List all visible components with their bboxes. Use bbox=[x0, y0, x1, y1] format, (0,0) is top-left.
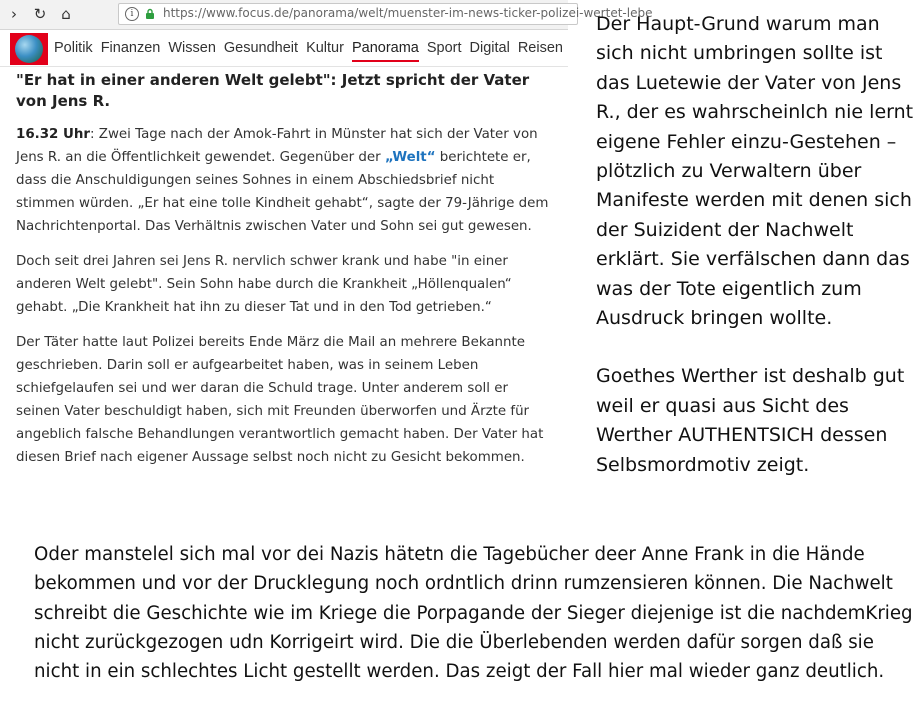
welt-link[interactable]: „Welt“ bbox=[384, 150, 436, 165]
commentary-bottom: Oder manstelel sich mal vor dei Nazis hätetn die Tagebücher deer Anne Frank in die Hände bekommen und vor der Drucklegung noch ordntlich drinn rumzensieren können. Die Nachwelt schreibt die Geschichte wie im Kriege die Porpagande der Sieger diejenige ist die nachdemKrieg nicht zurückgezogen udn Korrigeirt wird. Die die Überlebenden werden dafür sorgen daß sie nicht in ein schlechtes Licht gestellt werden. Das zeigt der Fall hier mal wieder ganz deutlich. bbox=[34, 544, 913, 683]
ticker-time: 16.32 Uhr bbox=[16, 127, 91, 142]
nav-item-politik[interactable]: Politik bbox=[54, 40, 93, 56]
nav-item-panorama[interactable]: Panorama bbox=[352, 40, 419, 62]
nav-item-sport[interactable]: Sport bbox=[426, 40, 462, 56]
reload-icon[interactable]: ↻ bbox=[33, 5, 47, 23]
article-paragraph-1: 16.32 Uhr: Zwei Tage nach der Amok-Fahrt in Münster hat sich der Vater von Jens R. an die Öffentlichkeit gewendet. Gegenüber der „Welt“ berichtete er, dass die Anschuldigungen seines Sohnes in einem Abschiedsbrief nicht stimmen würden. „Er hat eine tolle Kindheit gehabt“, sagte der 79-Jährige dem Nachrichtenportal. Das Verhältnis zwischen Vater und Sohn sei gut gewesen. bbox=[16, 127, 549, 234]
nav-item-finanzen[interactable]: Finanzen bbox=[100, 40, 161, 56]
nav-item-reisen[interactable]: Reisen bbox=[517, 40, 563, 56]
url-text: https://www.focus.de/panorama/welt/muenster-im-news-ticker-polizei-wertet-lebe bbox=[163, 6, 653, 20]
article-body bbox=[16, 123, 556, 481]
nav-item-wissen[interactable]: Wissen bbox=[168, 40, 216, 56]
nav-menu bbox=[54, 40, 563, 62]
chevron-right-icon[interactable]: › bbox=[11, 5, 17, 23]
home-icon[interactable]: ⌂ bbox=[61, 5, 71, 23]
article-paragraph-2: Doch seit drei Jahren sei Jens R. nervlich schwer krank und habe "in einer anderen Welt gelebt". Sein Sohn habe durch die Krankheit „Höllenqualen“ gehabt. „Die Krankheit hat ihn zu dieser Tat und in den Tod getrieben.“ bbox=[16, 254, 512, 315]
commentary-paragraph-2: Goethes Werther ist deshalb gut weil er quasi aus Sicht des Werther AUTHENTSICH dessen Selbsmordmotiv zeigt. bbox=[596, 365, 905, 476]
nav-item-digital[interactable]: Digital bbox=[469, 40, 510, 56]
browser-toolbar bbox=[0, 0, 653, 30]
article-paragraph-3: Der Täter hatte laut Polizei bereits Ende März die Mail an mehrere Bekannte geschrieben. Darin soll er aufgearbeitet haben, was in seinem Leben schiefgelaufen sei und wer daran die Schuld trage. Unter anderem soll er seinen Vater beschuldigt haben, sich mit Freunden überworfen und Ärzte für angeblich falsche Behandlungen verantwortlich gemacht haben. Der Vater hat diesen Brief nach eigener Aussage selbst noch nicht zu Gesicht bekommen. bbox=[16, 335, 544, 465]
site-navigation bbox=[0, 31, 568, 67]
focus-logo[interactable] bbox=[10, 33, 48, 65]
article-headline: "Er hat in einer anderen Welt gelebt": Jetzt spricht der Vater von Jens R. bbox=[16, 71, 530, 110]
lock-icon bbox=[145, 8, 155, 19]
nav-item-kultur[interactable]: Kultur bbox=[306, 40, 344, 56]
nav-item-gesundheit[interactable]: Gesundheit bbox=[223, 40, 299, 56]
address-bar[interactable] bbox=[118, 3, 653, 25]
globe-icon bbox=[15, 35, 43, 63]
commentary-paragraph-1: Der Haupt-Grund warum man sich nicht umbringen sollte ist das Luetewie der Vater von Jens R., der es wahrscheinlch nie lernt eigene Fehler einzu-Gestehen – plötzlich zu Verwaltern über Manifeste werden mit denen sich der Suizident der Nachwelt erklärt. Sie verfälschen dann das was der Tote eigentlich zum Ausdruck bringen wollte. bbox=[596, 13, 914, 330]
info-icon[interactable]: i bbox=[125, 7, 139, 21]
commentary-side bbox=[596, 10, 916, 509]
